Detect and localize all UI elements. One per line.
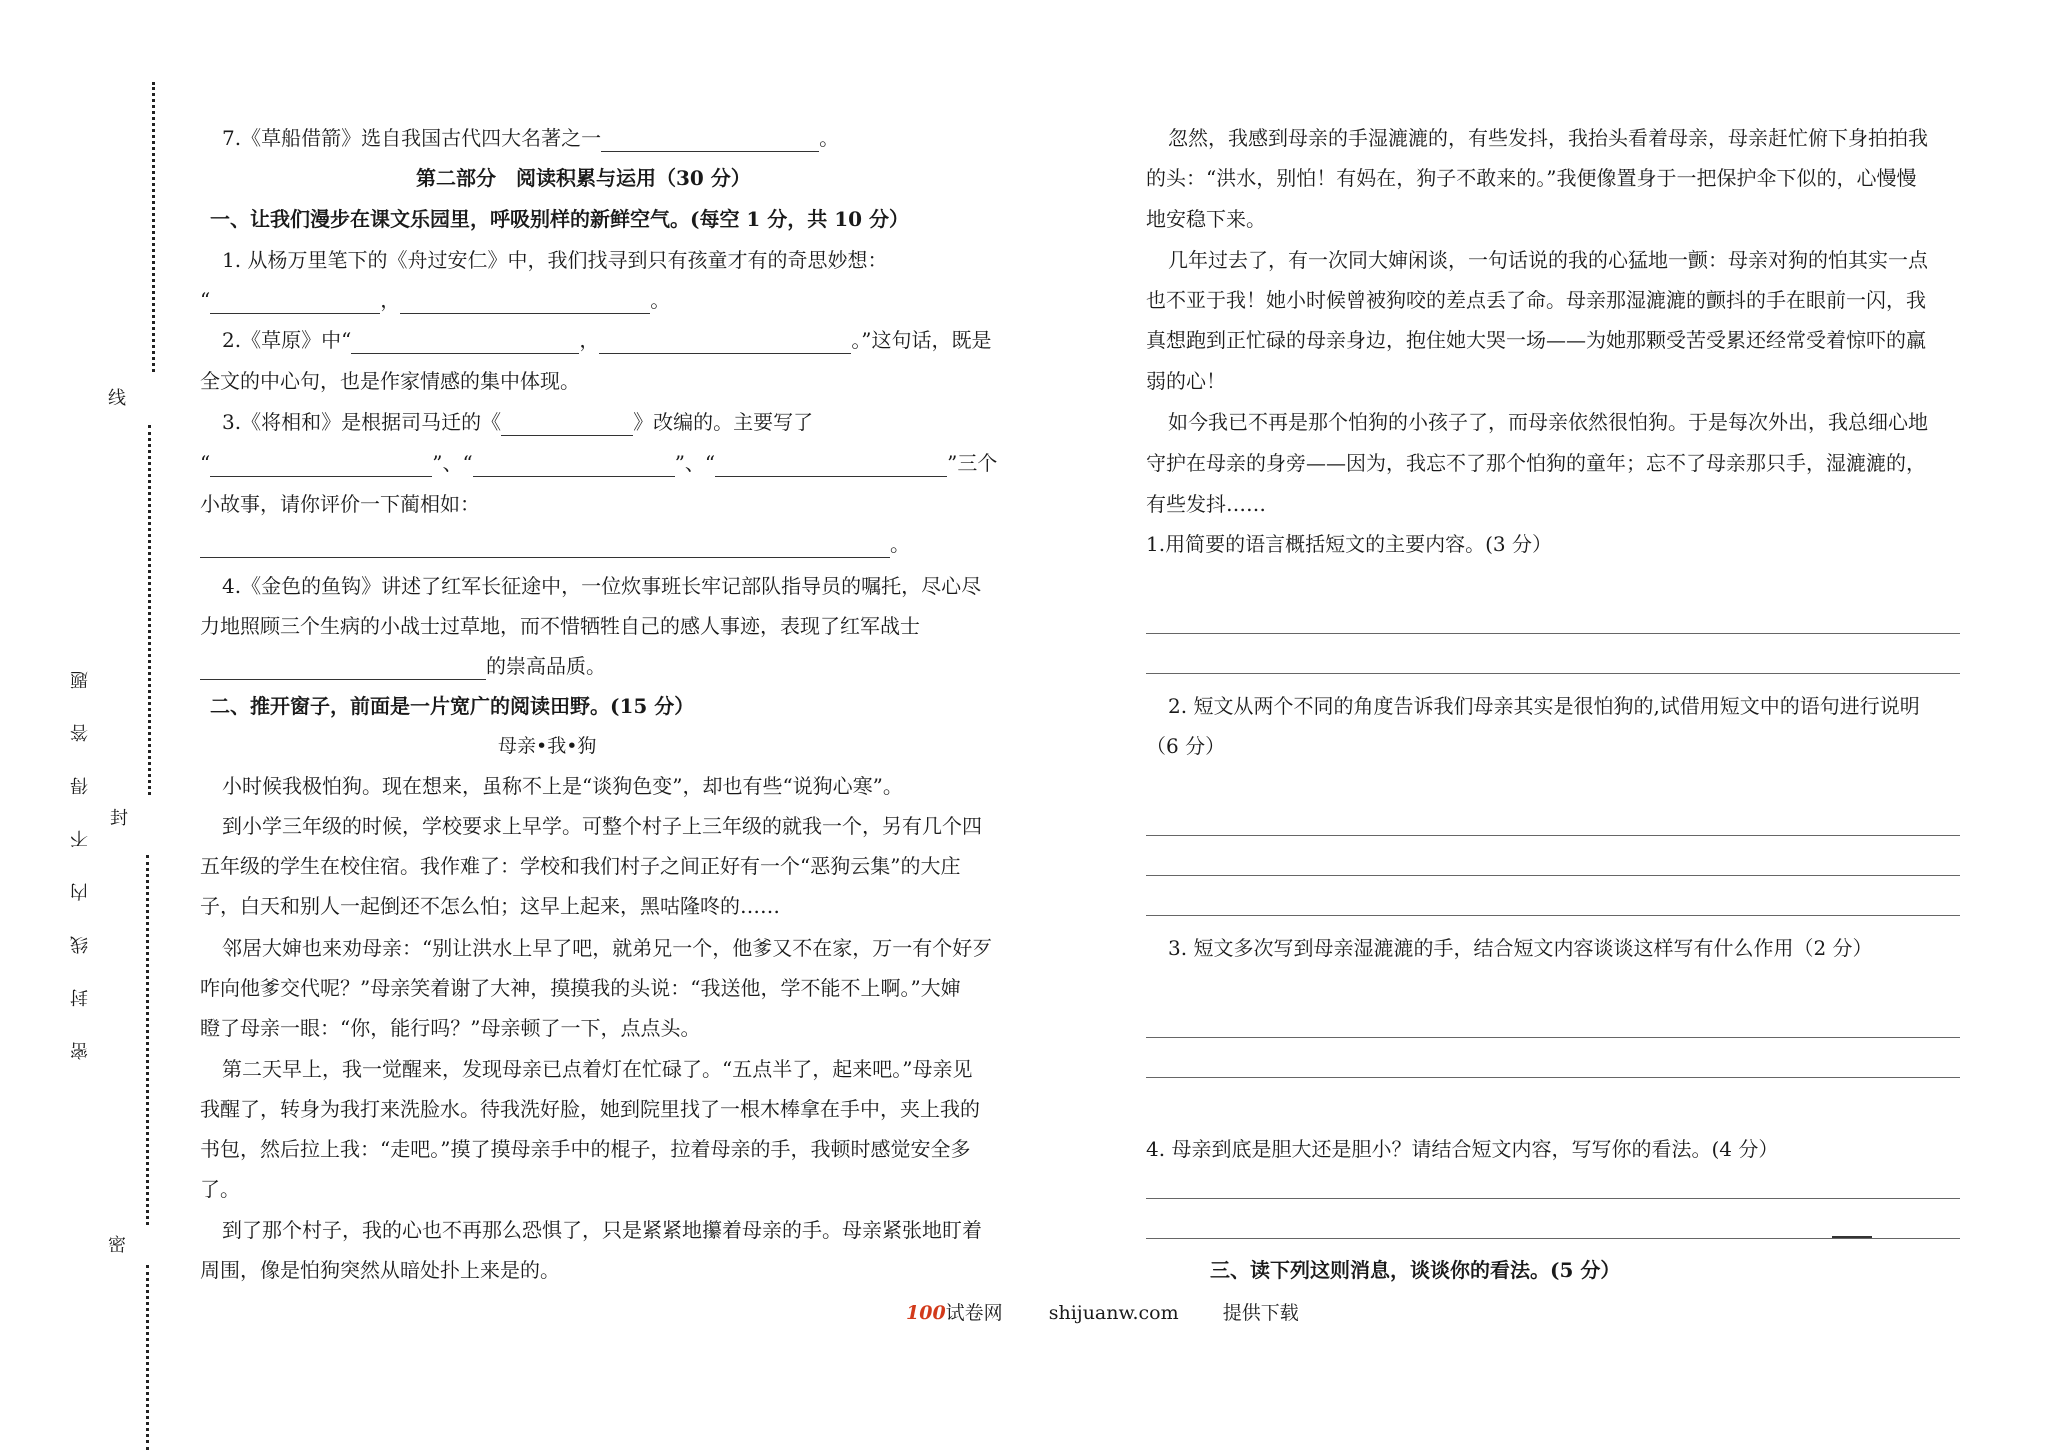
answer-line[interactable] <box>1146 835 1960 836</box>
story-paragraph-4-line-2: 我醒了，转身为我打来洗脸水。待我洗好脸，她到院里找了一根木棒拿在手中，夹上我的 <box>200 1097 980 1121</box>
separator: ”、“ <box>674 451 716 475</box>
question-3-line-1 <box>222 408 813 436</box>
binding-dotted-line-1 <box>152 82 155 372</box>
story-title: 母亲•我•狗 <box>498 735 597 757</box>
answer-blank[interactable] <box>210 291 380 314</box>
answer-blank[interactable] <box>326 657 486 680</box>
section-2-title: 二、推开窗子，前面是一片宽广的阅读田野。(15 分） <box>210 694 695 718</box>
story-paragraph-5-line-2: 周围，像是怕狗突然从暗处扑上来是的。 <box>200 1258 560 1282</box>
story-paragraph-7-line-4: 弱的心！ <box>1146 369 1226 393</box>
section-3-title: 三、读下列这则消息，谈谈你的看法。(5 分） <box>1210 1258 1621 1282</box>
binding-dotted-line-2 <box>148 425 151 795</box>
question-1-line-2 <box>200 286 670 314</box>
question-3-text: 3.《将相和》是根据司马迁的《 <box>222 410 502 434</box>
section-1-title: 一、让我们漫步在课文乐园里，呼吸别样的新鲜空气。(每空 1 分，共 10 分） <box>210 207 910 231</box>
answer-line[interactable] <box>1146 915 1960 916</box>
story-paragraph-3-line-3: 瞪了母亲一眼：“你，能行吗？”母亲顿了一下，点点头。 <box>200 1016 701 1040</box>
short-rule <box>1832 1236 1872 1238</box>
answer-blank[interactable] <box>601 129 819 152</box>
reading-question-2-line-1: 2. 短文从两个不同的角度告诉我们母亲其实是很怕狗的,试借用短文中的语句进行说明 <box>1168 694 1920 718</box>
answer-line[interactable] <box>1146 673 1960 674</box>
story-paragraph-7-line-1: 几年过去了，有一次同大婶闲谈，一句话说的我的心猛地一颤：母亲对狗的怕其实一点 <box>1168 248 1928 272</box>
question-2-text: 2.《草原》中“ <box>222 328 352 352</box>
answer-blank[interactable] <box>599 331 851 354</box>
story-paragraph-3-line-1: 邻居大婶也来劝母亲：“别让洪水上早了吧，就弟兄一个，他爹又不在家，万一有个好歹 <box>222 936 993 960</box>
footer-watermark <box>906 1298 1299 1325</box>
period: 。 <box>890 532 910 556</box>
answer-blank[interactable] <box>200 657 326 680</box>
margin-vertical-note: 密封线内不得答题 <box>70 636 91 1060</box>
story-paragraph-2-line-2: 五年级的学生在校住宿。我作难了：学校和我们村子之间正好有一个“恶狗云集”的大庄 <box>200 854 961 878</box>
reading-question-3: 3. 短文多次写到母亲湿漉漉的手，结合短文内容谈谈这样写有什么作用（2 分） <box>1168 936 1873 960</box>
question-4-end: 的崇高品质。 <box>486 654 606 678</box>
question-4-line-2: 力地照顾三个生病的小战士过草地，而不惜牺牲自己的感人事迹，表现了红军战士 <box>200 614 920 638</box>
answer-line[interactable] <box>1146 875 1960 876</box>
footer-domain: shijuanw.com <box>1048 1302 1179 1324</box>
story-paragraph-3-line-2: 咋向他爹交代呢？”母亲笑着谢了大神，摸摸我的头说：“我送他，学不能不上啊。”大婶 <box>200 976 961 1000</box>
question-3-tail: ”三个 <box>947 451 998 475</box>
question-1-line-1: 1. 从杨万里笔下的《舟过安仁》中，我们找寻到只有孩童才有的奇思妙想： <box>222 248 888 272</box>
margin-xian-label: 线 <box>105 388 126 436</box>
answer-blank[interactable] <box>473 454 675 477</box>
story-paragraph-7-line-2: 也不亚于我！她小时候曾被狗咬的差点丢了命。母亲那湿漉漉的颤抖的手在眼前一闪，我 <box>1146 288 1926 312</box>
question-7 <box>222 124 839 152</box>
comma: ， <box>579 328 600 352</box>
answer-blank[interactable] <box>715 454 947 477</box>
story-paragraph-2-line-3: 子，白天和别人一起倒还不怎么怕；这早上起来，黑咕隆咚的…… <box>200 894 780 918</box>
question-2-suffix: 。”这句话，既是 <box>851 328 992 352</box>
open-quote: “ <box>200 288 211 312</box>
answer-line[interactable] <box>1146 1238 1960 1239</box>
question-3-line-4 <box>200 530 910 558</box>
question-2-line-2: 全文的中心句，也是作家情感的集中体现。 <box>200 369 580 393</box>
question-4-line-3 <box>200 652 606 680</box>
story-paragraph-7-line-3: 真想跑到正忙碌的母亲身边，抱住她大哭一场——为她那颗受苦受累还经常受着惊吓的羸 <box>1146 328 1926 352</box>
part-2-title: 第二部分 阅读积累与运用（30 分） <box>416 166 751 190</box>
question-4-line-1: 4.《金色的鱼钩》讲述了红军长征途中，一位炊事班长牢记部队指导员的嘱托，尽心尽 <box>222 574 982 598</box>
answer-line[interactable] <box>1146 1198 1960 1199</box>
logo-100: 100 <box>906 1302 946 1324</box>
story-paragraph-4-line-3: 书包，然后拉上我：“走吧。”摸了摸母亲手中的棍子，拉着母亲的手，我顿时感觉安全多 <box>200 1137 971 1161</box>
binding-dotted-line-4 <box>146 1265 149 1450</box>
answer-blank[interactable] <box>400 291 650 314</box>
reading-question-4: 4. 母亲到底是胆大还是胆小？请结合短文内容，写写你的看法。(4 分） <box>1146 1137 1779 1161</box>
footer-provide: 提供下载 <box>1222 1302 1299 1324</box>
open-quote: “ <box>200 451 211 475</box>
story-paragraph-4-line-4: 了。 <box>200 1177 240 1201</box>
answer-line[interactable] <box>1146 1037 1960 1038</box>
answer-line[interactable] <box>1146 633 1960 634</box>
story-paragraph-2-line-1: 到小学三年级的时候，学校要求上早学。可整个村子上三年级的就我一个，另有几个四 <box>222 814 982 838</box>
binding-dotted-line-3 <box>146 855 149 1225</box>
story-paragraph-6-line-3: 地安稳下来。 <box>1146 207 1266 231</box>
answer-line[interactable] <box>1146 1077 1960 1078</box>
story-paragraph-6-line-2: 的头：“洪水，别怕！有妈在，狗子不敢来的。”我便像置身于一把保护伞下似的，心慢慢 <box>1146 166 1917 190</box>
story-paragraph-1: 小时候我极怕狗。现在想来，虽称不上是“谈狗色变”，却也有些“说狗心寒”。 <box>222 774 903 798</box>
story-paragraph-8-line-3: 有些发抖…… <box>1146 492 1266 516</box>
story-paragraph-6-line-1: 忽然，我感到母亲的手湿漉漉的，有些发抖，我抬头看着母亲，母亲赶忙俯下身拍拍我 <box>1168 126 1928 150</box>
answer-blank[interactable] <box>351 331 579 354</box>
question-2-line-1 <box>222 326 992 354</box>
reading-question-1: 1.用简要的语言概括短文的主要内容。(3 分） <box>1146 532 1552 556</box>
separator: ”、“ <box>432 451 473 475</box>
answer-blank[interactable] <box>200 535 890 558</box>
story-paragraph-8-line-2: 守护在母亲的身旁——因为，我忘不了那个怕狗的童年；忘不了母亲那只手，湿漉漉的， <box>1146 451 1926 475</box>
comma: ， <box>380 288 401 312</box>
story-paragraph-8-line-1: 如今我已不再是那个怕狗的小孩子了，而母亲依然很怕狗。于是每次外出，我总细心地 <box>1168 410 1928 434</box>
story-paragraph-5-line-1: 到了那个村子，我的心也不再那么恐惧了，只是紧紧地攥着母亲的手。母亲紧张地盯着 <box>222 1218 982 1242</box>
answer-blank[interactable] <box>210 454 432 477</box>
period: 。 <box>819 126 840 150</box>
question-3-suffix: 》改编的。主要写了 <box>633 410 814 434</box>
period: 。 <box>650 288 671 312</box>
question-7-text: 7.《草船借箭》选自我国古代四大名著之一 <box>222 126 602 150</box>
reading-question-2-line-2: （6 分） <box>1146 734 1226 758</box>
logo-text: 试卷网 <box>945 1302 1003 1324</box>
margin-feng-label: 封 <box>107 808 128 856</box>
question-3-line-2 <box>200 449 997 477</box>
answer-blank[interactable] <box>501 413 633 436</box>
story-paragraph-4-line-1: 第二天早上，我一觉醒来，发现母亲已点着灯在忙碌了。“五点半了，起来吧。”母亲见 <box>222 1057 973 1081</box>
question-3-line-3: 小故事，请你评价一下蔺相如： <box>200 492 480 516</box>
margin-mi-label: 密 <box>105 1235 126 1283</box>
